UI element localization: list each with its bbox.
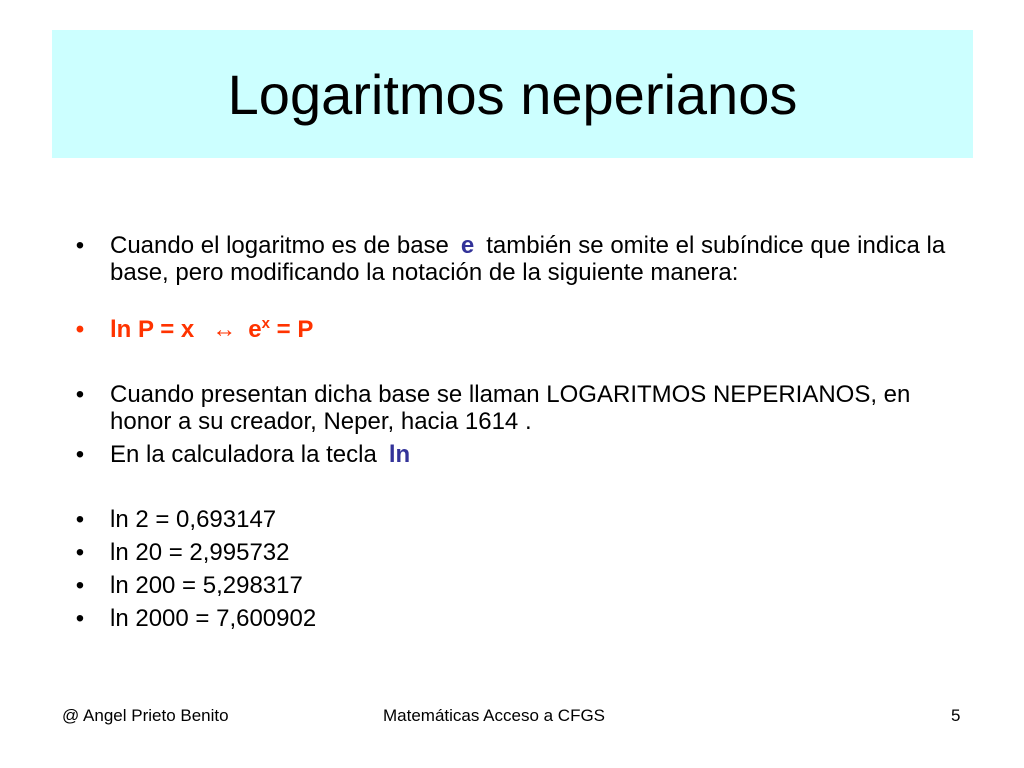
bullet-marker: • [75,506,85,533]
example-text: ln 20 = 2,995732 [110,539,290,566]
bullet-marker: • [75,539,85,566]
bullet-marker: • [75,381,85,408]
bullet-item-calculator [70,441,970,468]
formula-left: ln P = x [110,316,195,343]
bullet-item-example [70,539,970,566]
bullet-marker: • [75,441,85,468]
item-text: Cuando presentan dicha base se llaman LOGARITMOS NEPERIANOS, en honor a su creador, Neper, hacia 1614 . [110,381,911,435]
formula-right: = P [276,316,314,343]
bullet-item-formula [70,316,970,343]
bullet-item-example [70,605,970,632]
example-text: ln 2 = 0,693147 [110,506,277,533]
bullet-marker: • [75,232,85,259]
item-text-before: En la calculadora la tecla [110,441,377,468]
base-e-highlight: e [460,232,475,259]
bullet-item-neperianos [70,381,970,435]
bullet-marker: • [75,316,85,343]
ln-key-highlight: ln [388,441,411,468]
bullet-marker: • [75,605,85,632]
footer-course: Matemáticas Acceso a CFGS [383,706,606,725]
bullet-item-base-e [70,232,970,286]
bullet-item-example [70,506,970,533]
bullet-marker: • [75,572,85,599]
formula-base: e [248,316,262,343]
item-text-before: Cuando el logaritmo es de base [110,232,449,259]
footer-author: @ Angel Prieto Benito [62,706,229,725]
footer-page-number: 5 [951,706,961,725]
double-arrow-icon: ↔ [212,316,237,343]
title-box [52,30,973,158]
example-text: ln 200 = 5,298317 [110,572,303,599]
bullet-item-example [70,572,970,599]
formula-exponent: x [261,315,270,332]
example-text: ln 2000 = 7,600902 [110,605,317,632]
bullet-list [70,232,970,632]
item-text-after: también se omite el subíndice que indica la base, pero modificando la notación de la siguiente manera: [110,232,946,286]
slide-title: Logaritmos neperianos [227,62,798,126]
